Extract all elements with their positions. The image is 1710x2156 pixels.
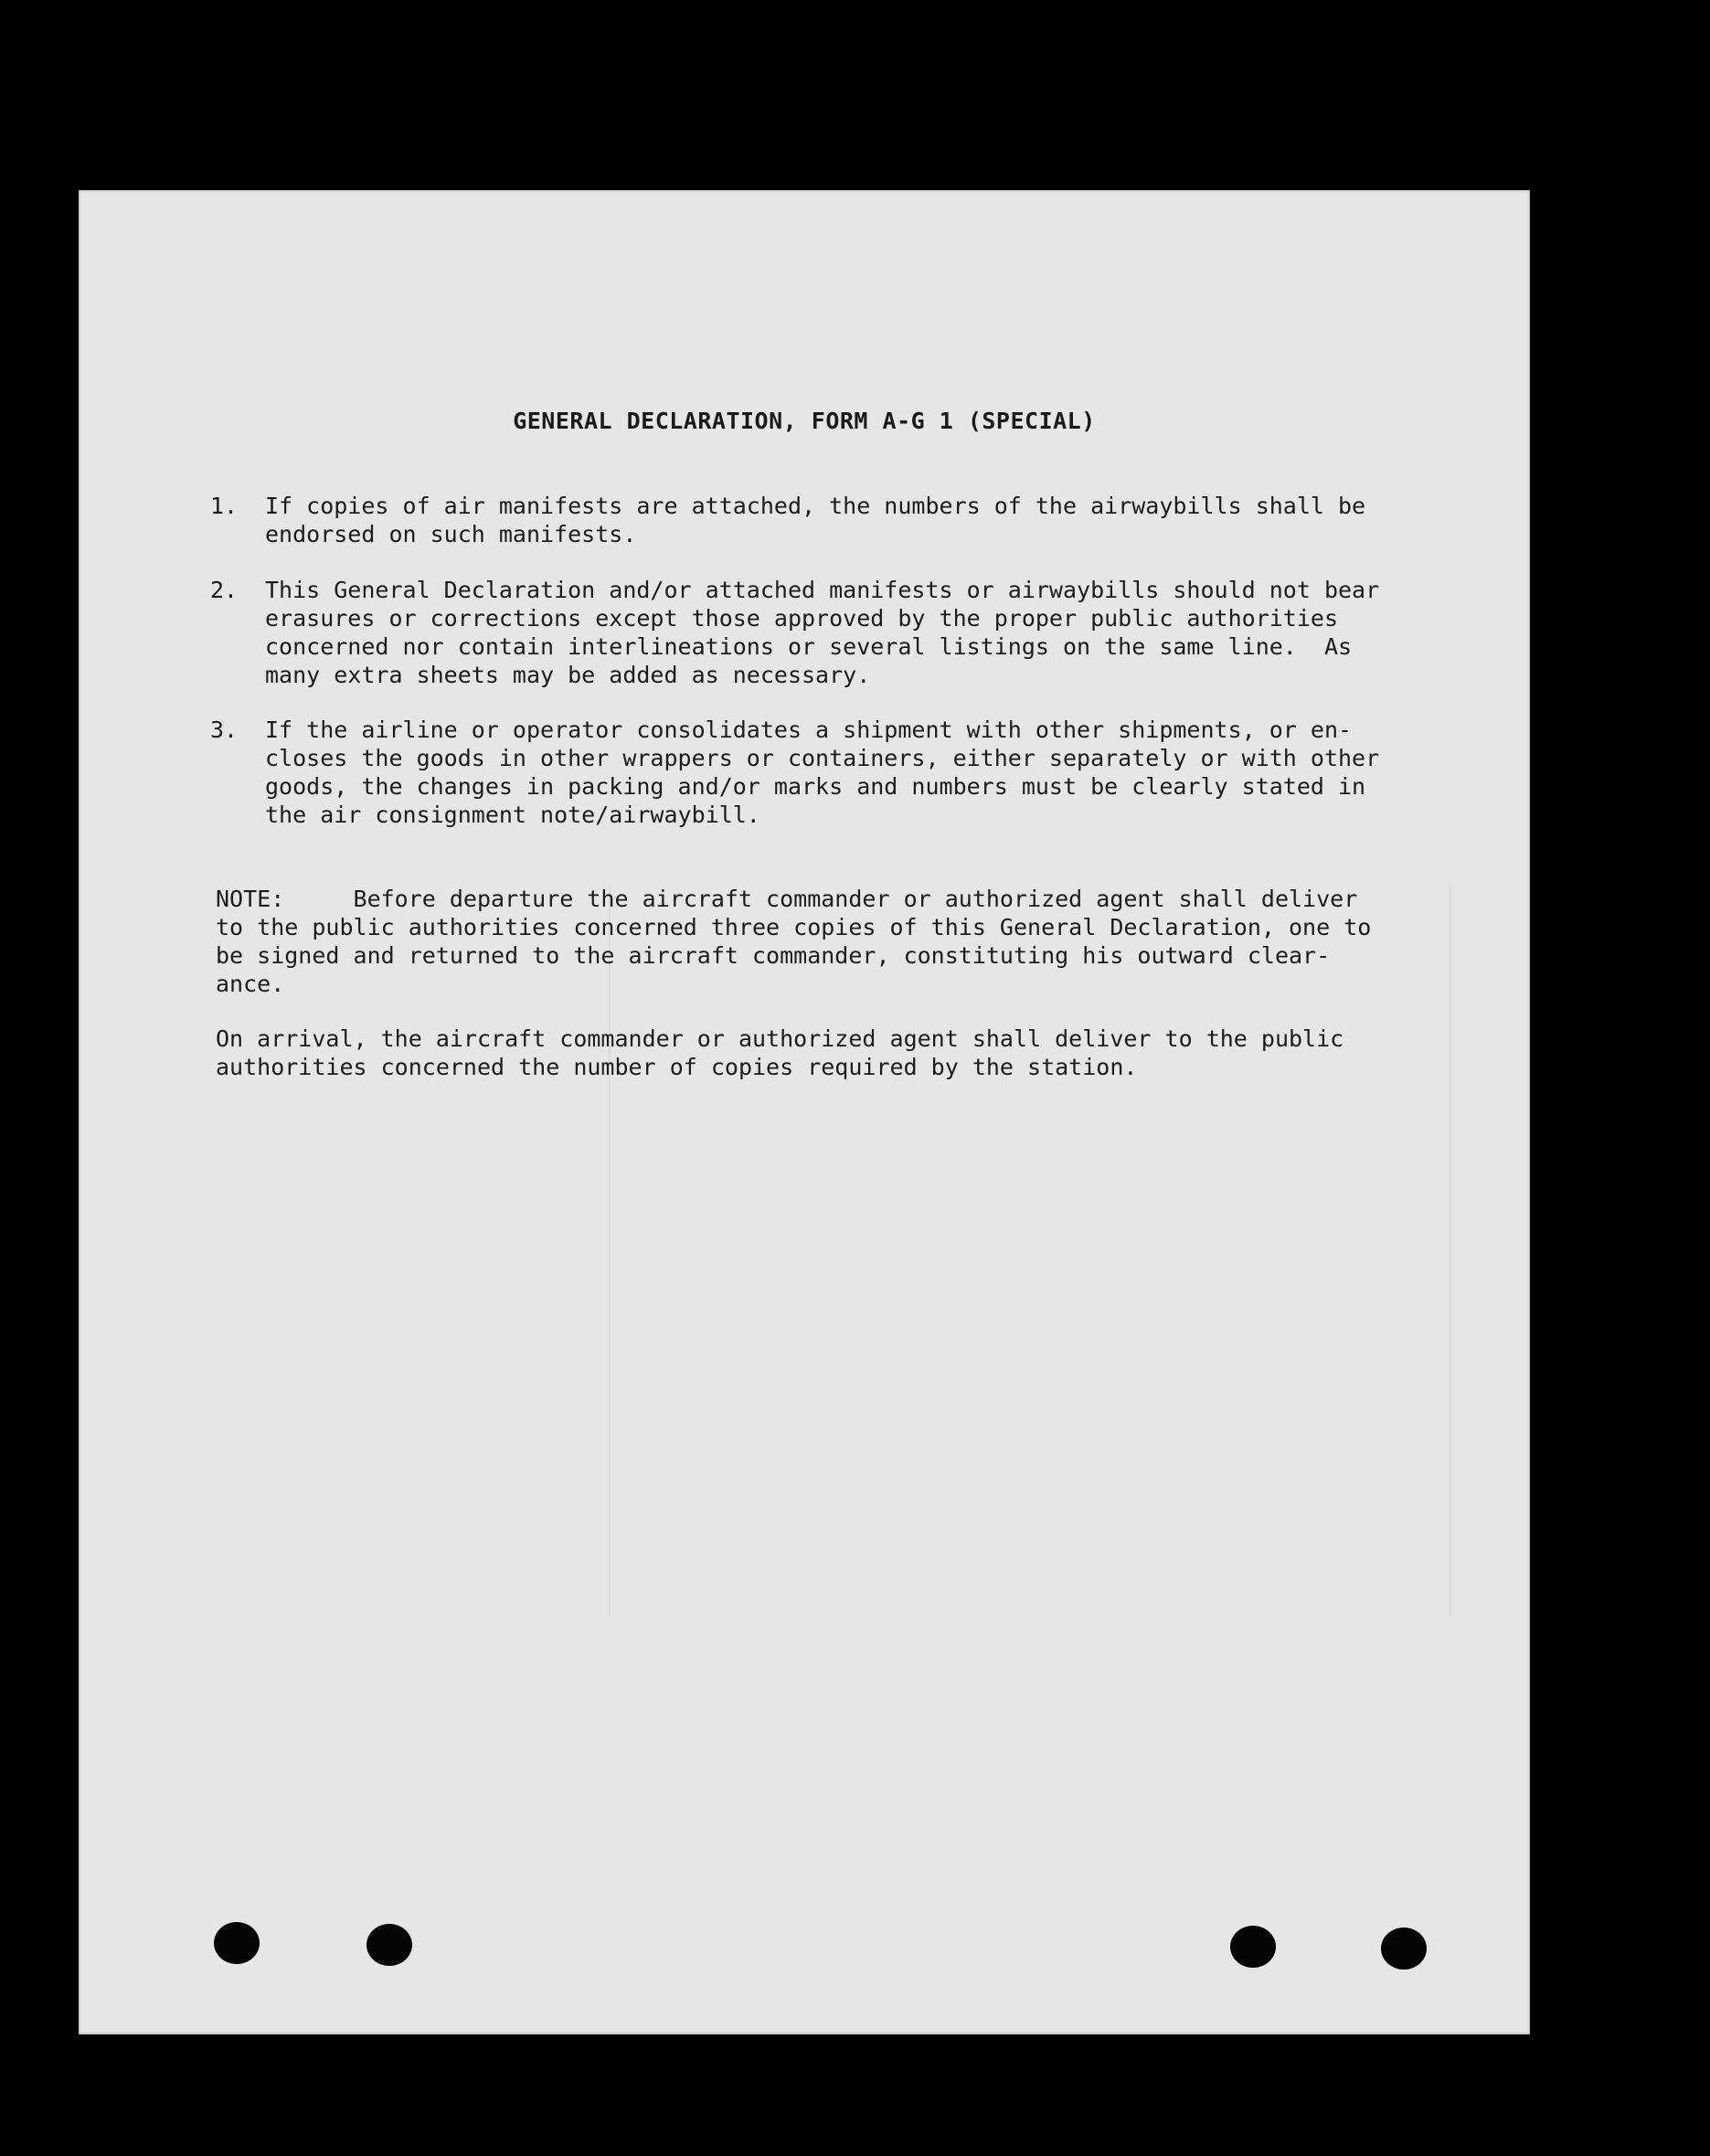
item-text: If copies of air manifests are attached, the numbers of the airwaybills shall be endorsed on such manifests. [265, 493, 1366, 547]
document-page [79, 190, 1530, 2034]
punch-hole [366, 1924, 412, 1966]
punch-hole [1230, 1926, 1276, 1968]
arrival-paragraph: On arrival, the aircraft commander or authorized agent shall deliver to the public authorities concerned the number of copies required by the station. [216, 1025, 1344, 1080]
punch-hole [214, 1922, 260, 1964]
note-paragraph: NOTE: Before departure the aircraft commander or authorized agent shall deliver to the public authorities concerned three copies of this General Declaration, one to be signed and returned to the aircraft commander, constituting his outward clear- ance. [216, 886, 1372, 997]
punch-hole [1381, 1928, 1427, 1970]
item-number: 3. [210, 717, 239, 743]
item-text: If the airline or operator consolidates a shipment with other shipments, or en- closes the goods in other wrappers or containers, either separately or with other goods, the changes in packing and/or marks and numbers must be clearly stated in the air consignment note/airwaybill. [265, 717, 1380, 828]
item-number: 1. [210, 493, 239, 519]
form-title: GENERAL DECLARATION, FORM A-G 1 (SPECIAL) [513, 408, 1096, 434]
item-number: 2. [210, 577, 239, 603]
item-text: This General Declaration and/or attached manifests or airwaybills should not bear erasures or corrections except those approved by the proper public authorities concerned nor contain interlineations or several listings on the same line. As many extra sheets may be added as necessary. [265, 577, 1380, 688]
